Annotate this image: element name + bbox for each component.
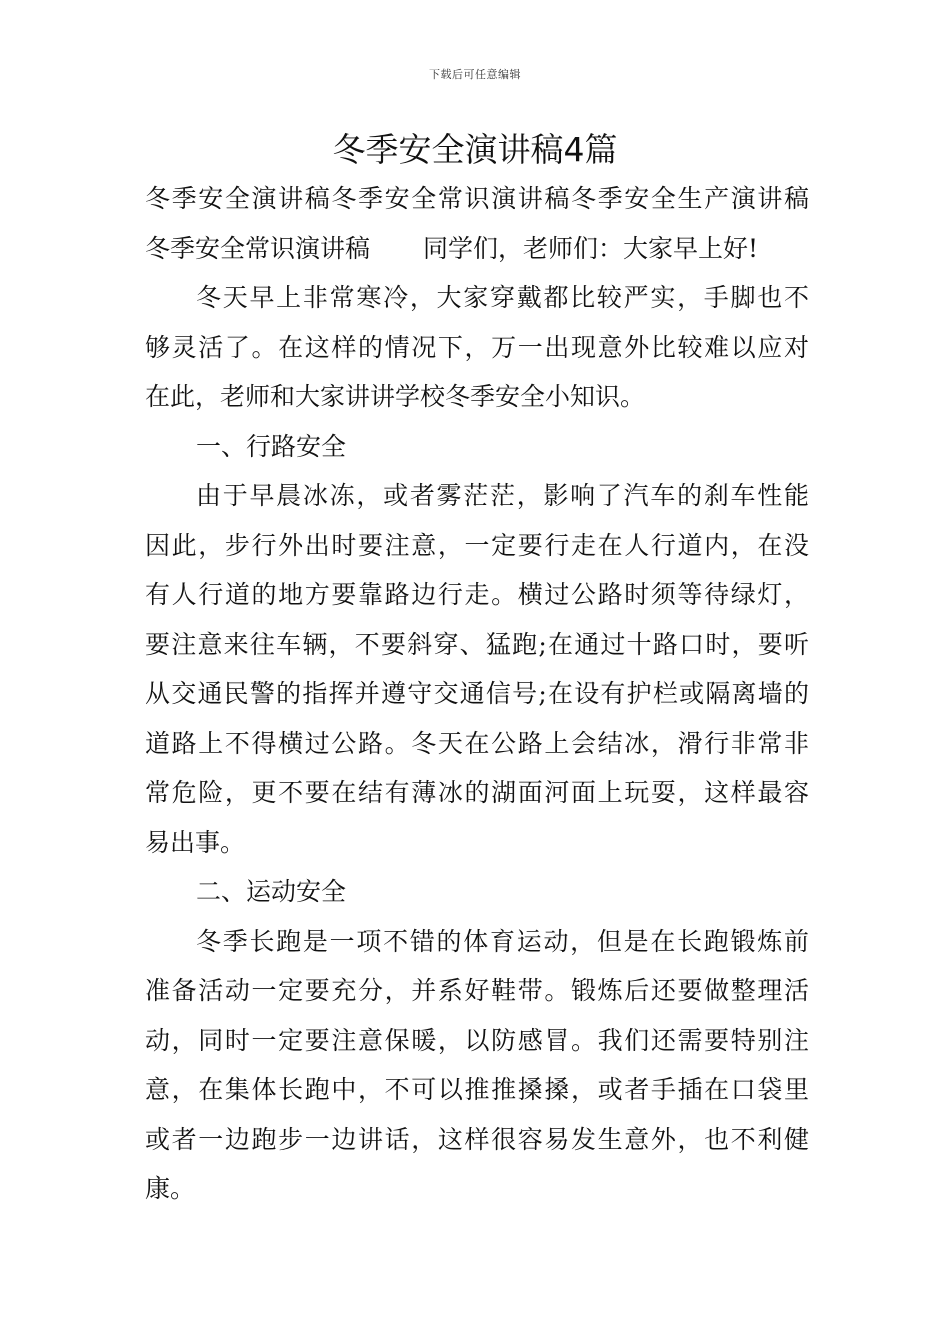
page-title: 冬季安全演讲稿4篇 xyxy=(332,130,618,169)
body-line: 或者一边跑步一边讲话，这样很容易发生意外，也不利健 xyxy=(145,1124,809,1154)
body-line: 易出事。 xyxy=(145,827,246,857)
header-note: 下载后可任意编辑 xyxy=(429,68,521,81)
section-heading: 一、行路安全 xyxy=(196,431,347,461)
section-heading: 二、运动安全 xyxy=(196,877,347,906)
paragraph-first-line: 由于早晨冰冻，或者雾茫茫，影响了汽车的刹车性能 xyxy=(196,481,809,510)
body-line: 因此，步行外出时要注意，一定要行走在人行道内，在没 xyxy=(145,530,809,560)
body-line: 从交通民警的指挥并遵守交通信号;在设有护栏或隔离墙的 xyxy=(145,679,809,708)
paragraph-first-line: 冬天早上非常寒冷，大家穿戴都比较严实，手脚也不 xyxy=(196,283,809,312)
document-body xyxy=(145,174,809,1214)
paragraph-first-line: 冬季长跑是一项不错的体育运动，但是在长跑锻炼前 xyxy=(196,926,809,956)
body-line: 准备活动一定要充分，并系好鞋带。锻炼后还要做整理活 xyxy=(145,976,809,1005)
subtitle-text: 冬季安全常识演讲稿 xyxy=(145,233,371,263)
body-line: 动，同时一定要注意保暖，以防感冒。我们还需要特别注 xyxy=(145,1025,809,1055)
body-line: 在此，老师和大家讲讲学校冬季安全小知识。 xyxy=(145,382,646,411)
greeting-text: 同学们，老师们：大家早上好! xyxy=(423,233,759,263)
body-line: 道路上不得横过公路。冬天在公路上会结冰，滑行非常非 xyxy=(145,728,809,758)
body-line-greeting xyxy=(145,224,809,274)
body-line: 要注意来往车辆，不要斜穿、猛跑;在通过十路口时，要听 xyxy=(145,629,809,659)
body-line: 常危险，更不要在结有薄冰的湖面河面上玩耍，这样最容 xyxy=(145,778,809,807)
body-line: 意，在集体长跑中，不可以推推搡搡，或者手插在口袋里 xyxy=(145,1075,809,1104)
body-line: 冬季安全演讲稿冬季安全常识演讲稿冬季安全生产演讲稿 xyxy=(145,184,809,213)
body-line: 有人行道的地方要靠路边行走。横过公路时须等待绿灯， xyxy=(145,580,809,609)
body-line: 康。 xyxy=(145,1174,196,1203)
body-line: 够灵活了。在这样的情况下，万一出现意外比较难以应对 xyxy=(145,332,809,362)
